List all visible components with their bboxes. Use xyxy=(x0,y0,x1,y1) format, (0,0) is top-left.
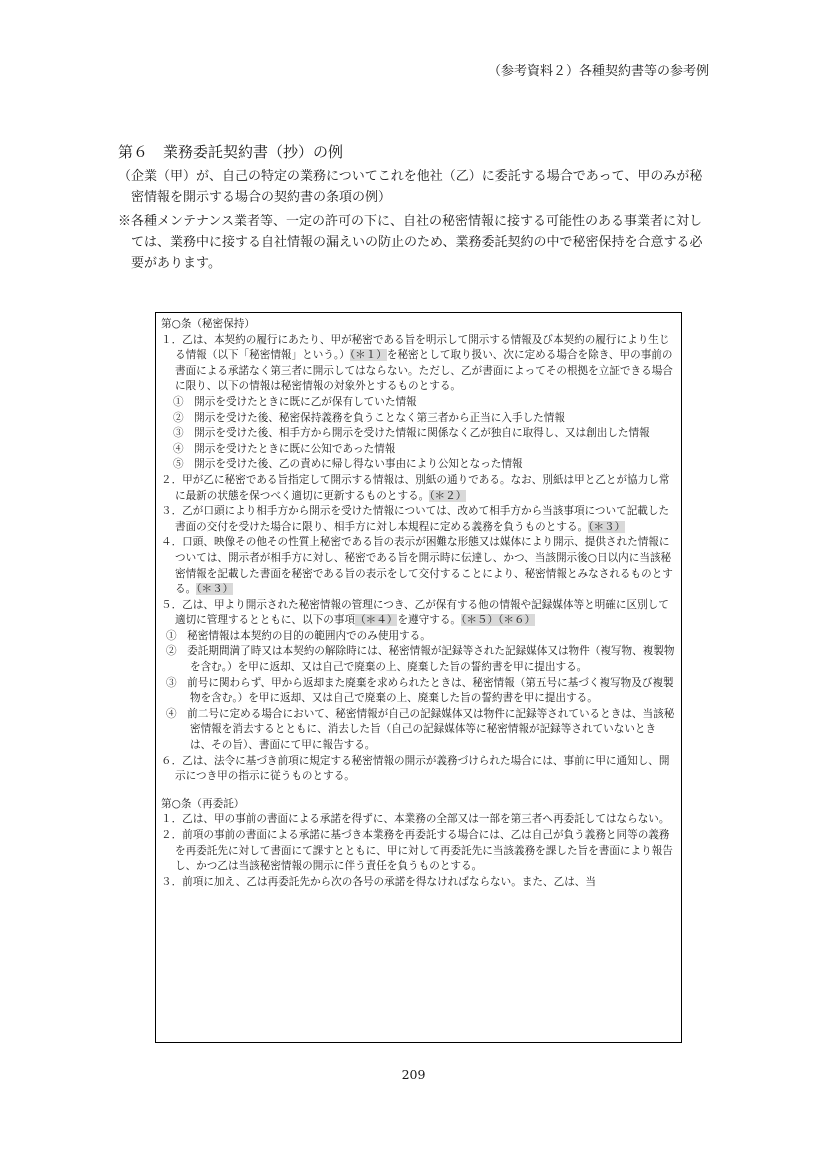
list-item: ① 秘密情報は本契約の目的の範囲内でのみ使用する。 xyxy=(166,629,431,642)
page-number: 209 xyxy=(401,1067,426,1082)
clause-5 xyxy=(161,598,675,629)
list-item: ② 委託期間満了時又は本契約の解除時には、秘密情報が記録等された記録媒体又は物件（複写物、複製物を含む。）を甲に返却、又は自己で廃棄の上、廃棄した旨の誓約書を甲に提出する。 xyxy=(166,645,675,674)
clause-5-text-b: を遵守する。 xyxy=(397,614,462,627)
article-title-confidentiality: 第○条（秘密保持） xyxy=(161,318,255,330)
clause-2-text: ２．甲が乙に秘密である旨指定して開示する情報は、別紙の通りである。なお、別紙は甲と乙とが協力し常に最新の状態を保つべく適切に更新するものとする。 xyxy=(161,473,670,502)
clause-4-text: ４．口頭、映像その他その性質上秘密である旨の表示が困難な形態又は媒体により開示、提供された情報については、開示者が相手方に対し、秘密である旨を開示時に伝達し、かつ、当該開示後○日以内に当該秘密情報を記載した書面を秘密である旨の表示をして交付することにより、秘密情報とみなされるものとする。 xyxy=(161,536,673,596)
note-mark: （＊２） xyxy=(429,489,467,502)
contract-box xyxy=(155,312,682,1043)
clause-2 xyxy=(161,473,675,504)
section-intro xyxy=(118,166,712,274)
list-item: ④ 開示を受けたときに既に公知であった情報 xyxy=(173,442,396,455)
clause-5-text-a: ５．乙は、甲より開示された秘密情報の管理につき、乙が保有する他の情報や記録媒体等と明確に区別して適切に管理するとともに、以下の事項 xyxy=(161,598,669,627)
section-title: 第６ 業務委託契約書（抄）の例 xyxy=(118,143,344,161)
clause-4 xyxy=(161,535,675,597)
reference-header: （参考資料２）各種契約書等の参考例 xyxy=(487,64,709,79)
list-item: ③ 前号に関わらず、甲から返却また廃棄を求められたときは、秘密情報（第五号に基づく複写物及び複製物を含む。）を甲に返却、又は自己で廃棄の上、廃棄した旨の誓約書を甲に提出する。 xyxy=(166,676,674,705)
note-mark: （＊３） xyxy=(196,583,234,596)
list-item: ③ 開示を受けた後、相手方から開示を受けた情報に関係なく乙が独自に取得し、又は創出した情報 xyxy=(173,427,650,440)
clause-1-text-b: を秘密として取り扱い、次に定める場合を除き、甲の事前の書面による承諾なく第三者に開示してはならない。ただし、乙が書面によってその根拠を立証できる場合に限り、以下の情報は秘密情報の対象外とするものとする。 xyxy=(175,349,673,393)
note-paragraph: ※各種メンテナンス業者等、一定の許可の下に、自社の秘密情報に接する可能性のある事業者に対しては、業務中に接する自社情報の漏えいの防止のため、業務委託契約の中で秘密保持を合意する必要があります。 xyxy=(118,214,703,271)
note-mark: （＊５）（＊６） xyxy=(461,614,536,627)
clause-3-text: ３．乙が口頭により相手方から開示を受けた情報については、改めて相手方から当該事項について記載した書面の交付を受けた場合に限り、相手方に対し本規程に定める義務を負うものとする。 xyxy=(161,505,670,533)
note-mark: （＊１） xyxy=(349,349,387,362)
list-item: ④ 前二号に定める場合において、秘密情報が自己の記録媒体又は物件に記録等されているときは、当該秘密情報を消去するとともに、消去した旨（自己の記録媒体等に秘密情報が記録等されていないときは、その旨）、書面にて甲に報告する。 xyxy=(166,707,675,752)
clause-1 xyxy=(161,333,675,395)
note-mark: （＊４） xyxy=(355,614,398,627)
subcontract-clause-3: ３．前項に加え、乙は再委託先から次の各号の承諾を得なければならない。また、乙は、当 xyxy=(161,875,596,888)
article-title-subcontracting: 第○条（再委託） xyxy=(161,797,245,810)
clause-3 xyxy=(161,504,675,535)
note-mark: （＊３） xyxy=(588,520,626,533)
list-item: ⑤ 開示を受けた後、乙の責めに帰し得ない事由により公知となった情報 xyxy=(173,458,523,471)
list-item: ② 開示を受けた後、秘密保持義務を負うことなく第三者から正当に入手した情報 xyxy=(173,411,565,424)
subcontract-clause-1: １．乙は、甲の事前の書面による承諾を得ずに、本業務の全部又は一部を第三者へ再委託してはならない。 xyxy=(161,813,670,826)
intro-paragraph: （企業（甲）が、自己の特定の業務についてこれを他社（乙）に委託する場合であって、甲のみが秘密情報を開示する場合の契約書の条項の例） xyxy=(118,169,703,205)
clause-6: ６．乙は、法令に基づき前項に規定する秘密情報の開示が義務づけられた場合には、事前に甲に通知し、開示につき甲の指示に従うものとする。 xyxy=(161,754,670,783)
subcontract-clause-2: ２．前項の事前の書面による承諾に基づき本業務を再委託する場合には、乙は自己が負う義務と同等の義務を再委託先に対して書面にて課すとともに、甲に対して再委託先に当該義務を課した旨を書面により報告し、かつ乙は当該秘密情報の開示に伴う責任を負うものとする。 xyxy=(161,829,673,873)
clause-1-text-a: １．乙は、本契約の履行にあたり、甲が秘密である旨を明示して開示する情報及び本契約の履行により生じる情報（以下「秘密情報」という。） xyxy=(161,333,670,362)
list-item: ① 開示を受けたときに既に乙が保有していた情報 xyxy=(173,395,417,408)
